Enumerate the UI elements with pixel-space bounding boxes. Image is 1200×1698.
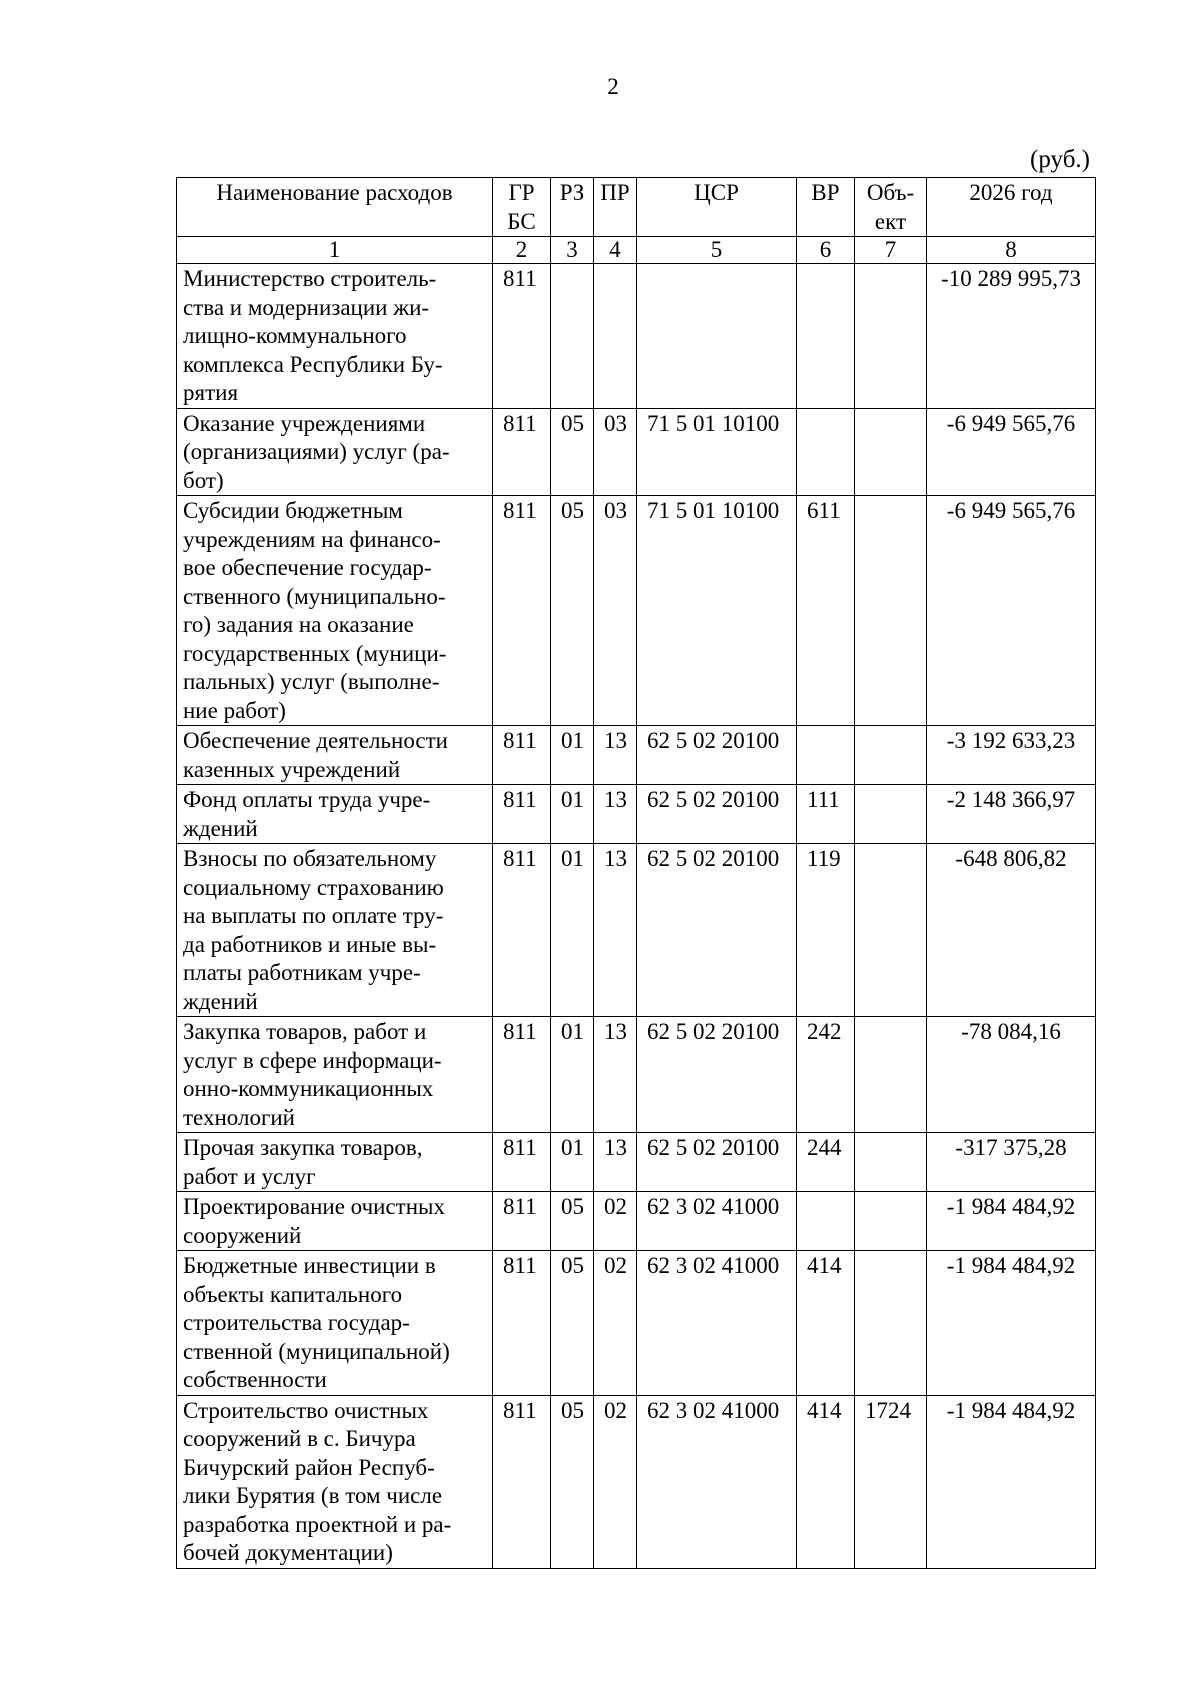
csr-cell: 71 5 01 10100 [637,408,797,496]
expense-name-line: да работников и иные вы- [183,931,437,957]
csr-cell: 62 5 02 20100 [637,1017,797,1133]
csr-cell [637,264,797,409]
table-row [177,264,1096,409]
amount-cell: -2 148 366,97 [927,785,1096,844]
grbs-cell: 811 [493,1395,551,1568]
vr-cell: 244 [797,1133,855,1192]
pr-cell: 13 [594,726,637,785]
column-index-row [177,237,1096,264]
header-obj-line-2: ект [874,208,907,234]
amount-cell: -1 984 484,92 [927,1251,1096,1396]
pr-cell: 03 [594,408,637,496]
csr-cell: 71 5 01 10100 [637,496,797,726]
table-row [177,1017,1096,1133]
pr-cell [594,264,637,409]
grbs-cell: 811 [493,785,551,844]
csr-cell: 62 5 02 20100 [637,785,797,844]
expense-name-line: Субсидии бюджетным [183,498,403,523]
rz-cell: 05 [551,1192,594,1251]
expense-name-line: пальных) услуг (выполне- [183,669,440,694]
vr-cell: 111 [797,785,855,844]
expense-name-line: лики Бурятия (в том числе [183,1483,443,1508]
expense-name [177,496,493,726]
rz-cell: 01 [551,1017,594,1133]
amount-cell: -1 984 484,92 [927,1192,1096,1251]
grbs-cell: 811 [493,1133,551,1192]
vr-cell: 414 [797,1395,855,1568]
index-7: 7 [855,237,927,264]
object-cell [855,264,927,409]
expense-name [177,785,493,844]
header-obj-line-1: Объ- [866,180,915,205]
amount-cell: -10 289 995,73 [927,264,1096,409]
pr-cell: 02 [594,1192,637,1251]
expense-name [177,1395,493,1568]
pr-cell: 13 [594,1017,637,1133]
grbs-cell: 811 [493,264,551,409]
page-number: 2 [607,74,619,99]
table-row [177,1133,1096,1192]
rz-cell: 01 [551,1133,594,1192]
object-cell: 1724 [855,1395,927,1568]
unit-label: (руб.) [1030,146,1090,173]
expense-name-line: Бюджетные инвестиции в [183,1253,436,1278]
expense-name [177,408,493,496]
expense-name-line: ства и модернизации жи- [183,294,430,320]
rz-cell [551,264,594,409]
index-2: 2 [493,237,551,264]
rz-cell: 05 [551,496,594,726]
expense-name [177,1251,493,1396]
pr-cell: 02 [594,1395,637,1568]
expense-name-line: объекты капитального [183,1281,403,1307]
object-cell [855,844,927,1017]
expense-name-line: учреждениям на финансо- [183,526,441,552]
amount-cell: -648 806,82 [927,844,1096,1017]
expense-name-line: Обеспечение деятельности [183,728,448,753]
vr-cell: 119 [797,844,855,1017]
expense-name-line: Оказание учреждениями [183,410,426,436]
table-row [177,408,1096,496]
csr-cell: 62 3 02 41000 [637,1192,797,1251]
expense-name-line: работ и услуг [183,1163,316,1189]
index-8: 8 [927,237,1096,264]
expense-name-line: Строительство очистных [183,1397,429,1423]
index-4: 4 [594,237,637,264]
header-rz: РЗ [551,178,594,237]
header-grbs-line-1: ГР [508,180,535,205]
header-name: Наименование расходов [177,178,493,237]
expense-name-line: сооружений [183,1222,302,1248]
table-row [177,1395,1096,1568]
grbs-cell: 811 [493,844,551,1017]
csr-cell: 62 3 02 41000 [637,1251,797,1396]
rz-cell: 01 [551,844,594,1017]
grbs-cell: 811 [493,1017,551,1133]
pr-cell: 13 [594,844,637,1017]
header-year: 2026 год [927,178,1096,237]
expense-name-line: платы работникам учре- [183,960,421,985]
object-cell [855,1251,927,1396]
expense-name-line: Фонд оплаты труда учре- [183,787,431,812]
expense-name-line: казенных учреждений [183,756,401,782]
expense-name-line: бочей документации) [183,1540,393,1565]
expense-name-line: строительства государ- [183,1310,410,1335]
header-obj [855,178,927,237]
expense-name [177,1017,493,1133]
expense-name-line: бот) [183,467,224,493]
expense-name [177,844,493,1017]
expense-name-line: онно-коммуникационных [183,1076,434,1101]
table-row [177,1192,1096,1251]
amount-cell: -317 375,28 [927,1133,1096,1192]
expense-name-line: Министерство строитель- [183,266,437,291]
expense-name-line: Бичурский район Респуб- [183,1454,435,1480]
header-vr: ВР [797,178,855,237]
vr-cell: 242 [797,1017,855,1133]
vr-cell: 611 [797,496,855,726]
header-csr: ЦСР [637,178,797,237]
expense-name-line: ждений [183,815,258,841]
rz-cell: 05 [551,1395,594,1568]
csr-cell: 62 5 02 20100 [637,844,797,1017]
expense-name-line: лищно-коммунального [183,323,407,348]
expense-name-line: Проектирование очистных [183,1194,445,1219]
expense-name-line: ственного (муниципально- [183,583,446,609]
index-5: 5 [637,237,797,264]
object-cell [855,496,927,726]
grbs-cell: 811 [493,408,551,496]
expense-name-line: рятия [183,380,239,405]
expense-name [177,726,493,785]
header-grbs-line-2: БС [507,208,536,234]
vr-cell [797,264,855,409]
expense-name-line: сооружений в с. Бичура [183,1426,416,1451]
expense-name-line: вое обеспечение государ- [183,555,432,580]
csr-cell: 62 5 02 20100 [637,726,797,785]
amount-cell: -78 084,16 [927,1017,1096,1133]
pr-cell: 13 [594,1133,637,1192]
index-3: 3 [551,237,594,264]
amount-cell: -6 949 565,76 [927,408,1096,496]
object-cell [855,1017,927,1133]
expenditure-table [176,177,1096,1569]
grbs-cell: 811 [493,1192,551,1251]
expense-name-line: го) задания на оказание [183,612,414,637]
expense-name [177,264,493,409]
object-cell [855,1133,927,1192]
expense-name [177,1192,493,1251]
pr-cell: 02 [594,1251,637,1396]
table-row [177,785,1096,844]
rz-cell: 01 [551,785,594,844]
header-grbs [493,178,551,237]
expense-name-line: Прочая закупка товаров, [183,1135,423,1160]
amount-cell: -3 192 633,23 [927,726,1096,785]
object-cell [855,726,927,785]
csr-cell: 62 5 02 20100 [637,1133,797,1192]
table-row [177,726,1096,785]
amount-cell: -6 949 565,76 [927,496,1096,726]
expense-name-line: Взносы по обязательному [183,846,437,871]
expense-name-line: технологий [183,1104,295,1130]
vr-cell [797,726,855,785]
expense-name-line: (организациями) услуг (ра- [183,439,450,464]
expense-name [177,1133,493,1192]
vr-cell [797,1192,855,1251]
table-row [177,844,1096,1017]
expense-name-line: на выплаты по оплате тру- [183,903,444,928]
rz-cell: 05 [551,1251,594,1396]
grbs-cell: 811 [493,496,551,726]
expense-name-line: ждений [183,988,258,1014]
csr-cell: 62 3 02 41000 [637,1395,797,1568]
grbs-cell: 811 [493,726,551,785]
vr-cell: 414 [797,1251,855,1396]
grbs-cell: 811 [493,1251,551,1396]
amount-cell: -1 984 484,92 [927,1395,1096,1568]
table-row [177,496,1096,726]
rz-cell: 01 [551,726,594,785]
expense-name-line: государственных (муници- [183,640,447,666]
expense-name-line: разработка проектной и ра- [183,1511,452,1537]
pr-cell: 03 [594,496,637,726]
object-cell [855,408,927,496]
expense-name-line: социальному страхованию [183,874,444,900]
expense-name-line: собственности [183,1367,327,1392]
vr-cell [797,408,855,496]
expense-name-line: ственной (муниципальной) [183,1338,450,1364]
index-6: 6 [797,237,855,264]
pr-cell: 13 [594,785,637,844]
expense-name-line: ние работ) [183,697,286,723]
expense-name-line: услуг в сфере информаци- [183,1047,442,1073]
rz-cell: 05 [551,408,594,496]
object-cell [855,785,927,844]
index-1: 1 [177,237,493,264]
expense-name-line: Закупка товаров, работ и [183,1019,427,1044]
table-row [177,1251,1096,1396]
header-row [177,178,1096,237]
header-pr: ПР [594,178,637,237]
expense-name-line: комплекса Республики Бу- [183,351,443,377]
object-cell [855,1192,927,1251]
